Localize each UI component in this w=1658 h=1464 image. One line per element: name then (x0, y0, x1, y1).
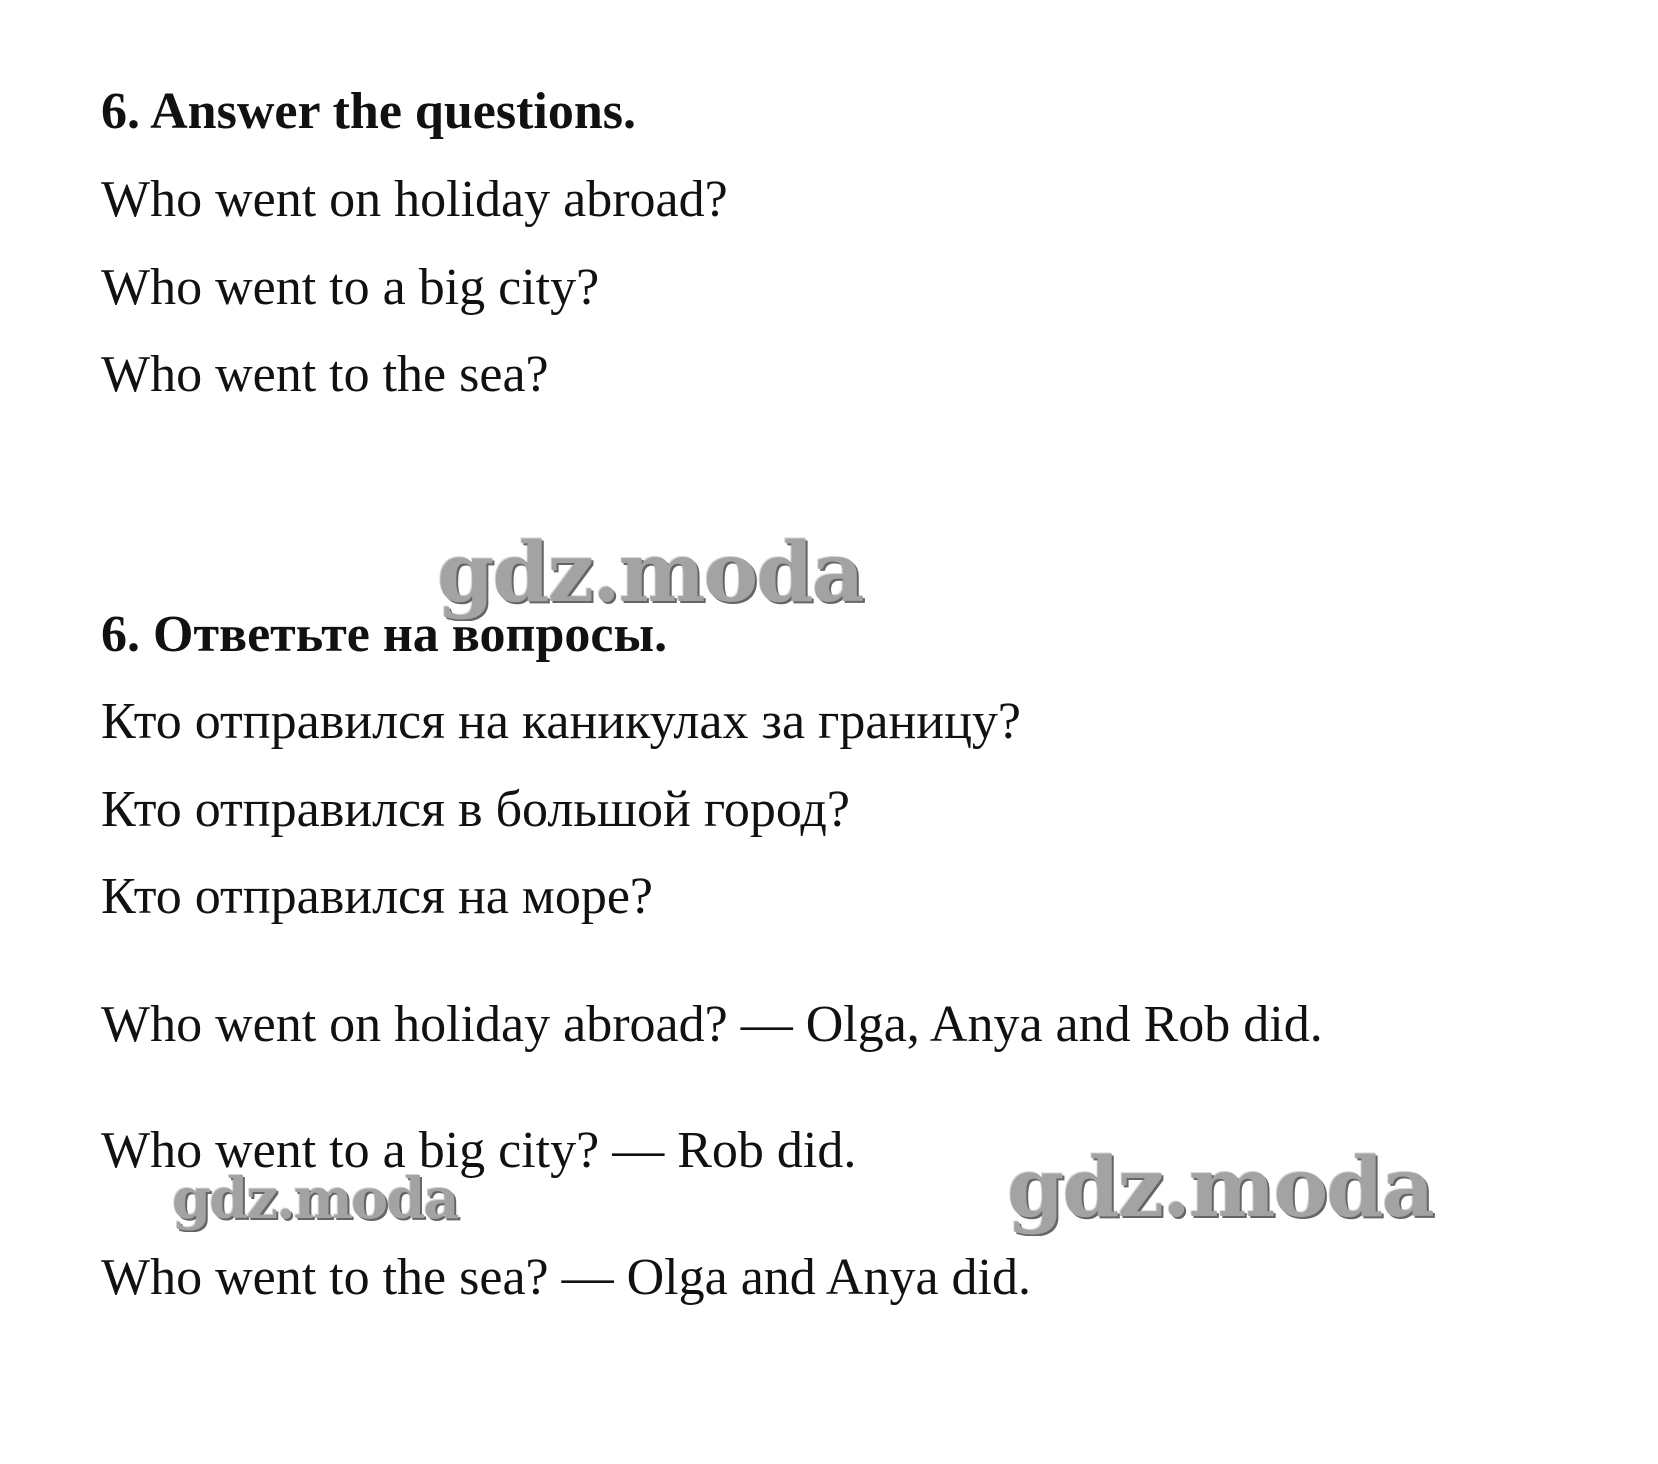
russian-task-heading: 6. Ответьте на вопросы. (101, 606, 668, 663)
english-question-3: Who went to the sea? (101, 346, 549, 403)
watermark-center: gdz.moda (437, 525, 863, 621)
russian-question-1: Кто отправился на каникулах за границу? (101, 693, 1022, 750)
english-question-1: Who went on holiday abroad? (101, 171, 728, 228)
russian-question-2: Кто отправился в большой город? (101, 781, 850, 838)
watermark-left: gdz.moda (172, 1166, 458, 1232)
english-question-2: Who went to a big city? (101, 259, 600, 316)
english-task-heading: 6. Answer the questions. (101, 83, 637, 140)
answer-2: Who went to a big city? — Rob did. (101, 1122, 857, 1179)
answer-1: Who went on holiday abroad? — Olga, Anya and Rob did. (101, 996, 1323, 1053)
watermark-right: gdz.moda (1007, 1140, 1433, 1236)
russian-question-3: Кто отправился на море? (101, 868, 653, 925)
answer-3: Who went to the sea? — Olga and Anya did. (101, 1249, 1031, 1306)
